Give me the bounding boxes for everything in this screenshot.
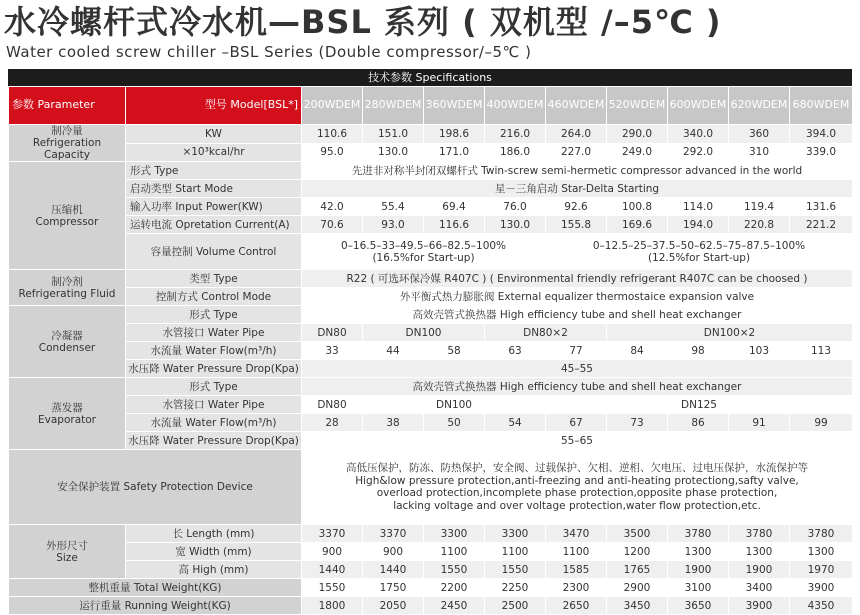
evaporator-flow-cell: 28 xyxy=(302,414,363,432)
condenser-type-label: 形式 Type xyxy=(126,306,302,324)
condenser-drop-label: 水压降 Water Pressure Drop(Kpa) xyxy=(126,360,302,378)
page-title: 水冷螺杆式冷水机—BSL 系列 ( 双机型 /–5℃ ) xyxy=(4,3,722,41)
condenser-flow-cell: 33 xyxy=(302,342,363,360)
total-weight-cell: 3900 xyxy=(790,579,853,597)
total-weight-cell: 3400 xyxy=(729,579,790,597)
header-model-name: 200WDEM xyxy=(302,87,363,125)
total-weight-cell: 2200 xyxy=(424,579,485,597)
evaporator-drop-value: 55–65 xyxy=(302,432,853,450)
total-weight-cell: 2900 xyxy=(607,579,668,597)
evaporator-flow-cell: 54 xyxy=(485,414,546,432)
size-label: 外形尺寸 Size xyxy=(9,525,126,579)
high-cell: 1440 xyxy=(302,561,363,579)
capacity-kcal-cell: 310 xyxy=(729,143,790,162)
input-power-cell: 55.4 xyxy=(363,198,424,216)
input-power-cell: 114.0 xyxy=(668,198,729,216)
evaporator-flow-cell: 99 xyxy=(790,414,853,432)
width-cell: 1100 xyxy=(485,543,546,561)
width-label: 宽 Width (mm) xyxy=(126,543,302,561)
operation-current-cell: 169.6 xyxy=(607,216,668,234)
total-weight-cell: 1750 xyxy=(363,579,424,597)
total-weight-cell: 1550 xyxy=(302,579,363,597)
capacity-kcal-cell: 227.0 xyxy=(546,143,607,162)
capacity-kw-cell: 340.0 xyxy=(668,125,729,144)
page-subtitle: Water cooled screw chiller –BSL Series (Double compressor/–5℃ ) xyxy=(6,43,532,61)
control-mode-label: 控制方式 Control Mode xyxy=(126,288,302,306)
operation-current-cell: 116.6 xyxy=(424,216,485,234)
condenser-pipe-value: DN80 xyxy=(302,324,363,342)
header-model-name: 620WDEM xyxy=(729,87,790,125)
operation-current-cell: 130.0 xyxy=(485,216,546,234)
high-cell: 1765 xyxy=(607,561,668,579)
header-model-name: 600WDEM xyxy=(668,87,729,125)
input-power-cell: 42.0 xyxy=(302,198,363,216)
high-cell: 1585 xyxy=(546,561,607,579)
condenser-flow-cell: 113 xyxy=(790,342,853,360)
refrigeration-capacity-label: 制冷量 Refrigeration Capacity xyxy=(9,125,126,162)
header-model-name: 360WDEM xyxy=(424,87,485,125)
refrigerant-type-value: R22 ( 可选环保冷媒 R407C ) ( Environmental friendly refrigerant R407C can be choosed ) xyxy=(302,270,853,288)
header-model-name: 520WDEM xyxy=(607,87,668,125)
length-label: 长 Length (mm) xyxy=(126,525,302,543)
condenser-flow-cell: 63 xyxy=(485,342,546,360)
condenser-drop-value: 45–55 xyxy=(302,360,853,378)
width-cell: 1300 xyxy=(790,543,853,561)
compressor-type-value: 先进非对称半封闭双螺杆式 Twin-screw semi-hermetic compressor advanced in the world xyxy=(302,162,853,180)
operation-current-cell: 221.2 xyxy=(790,216,853,234)
width-cell: 1300 xyxy=(668,543,729,561)
running-weight-cell: 3650 xyxy=(668,597,729,615)
evaporator-flow-cell: 50 xyxy=(424,414,485,432)
condenser-pipe-label: 水管接口 Water Pipe xyxy=(126,324,302,342)
condenser-type-value: 高效壳管式换热器 High efficiency tube and shell heat exchanger xyxy=(302,306,853,324)
evaporator-flow-cell: 91 xyxy=(729,414,790,432)
condenser-flow-cell: 98 xyxy=(668,342,729,360)
input-power-cell: 100.8 xyxy=(607,198,668,216)
running-weight-cell: 1800 xyxy=(302,597,363,615)
evaporator-pipe-value: DN100 xyxy=(363,396,546,414)
width-cell: 1300 xyxy=(729,543,790,561)
width-cell: 1100 xyxy=(424,543,485,561)
operation-current-cell: 70.6 xyxy=(302,216,363,234)
capacity-kw-cell: 110.6 xyxy=(302,125,363,144)
running-weight-cell: 4350 xyxy=(790,597,853,615)
condenser-flow-cell: 44 xyxy=(363,342,424,360)
header-model-name: 280WDEM xyxy=(363,87,424,125)
evaporator-pipe-value: DN125 xyxy=(546,396,853,414)
width-cell: 1200 xyxy=(607,543,668,561)
running-weight-cell: 2500 xyxy=(485,597,546,615)
capacity-kcal-cell: 249.0 xyxy=(607,143,668,162)
condenser-flow-cell: 58 xyxy=(424,342,485,360)
capacity-kcal-cell: 95.0 xyxy=(302,143,363,162)
condenser-pipe-value: DN100 xyxy=(363,324,485,342)
current-label: 运转电流 Opretation Current(A) xyxy=(126,216,302,234)
high-cell: 1900 xyxy=(668,561,729,579)
safety-device-value: 高低压保护，防冻、防热保护，安全阀、过载保护、欠相、逆相、欠电压、过电压保护，水流保护等 High&low pressure protection,anti-freezing and anti-heating protectiong,safty valve, overload protection,incomplete phase protection,opposite phase protection, lacking voltage and over voltage protection,water flow protection,etc. xyxy=(302,450,853,525)
evaporator-flow-cell: 86 xyxy=(668,414,729,432)
running-weight-label: 运行重量 Running Weight(KG) xyxy=(9,597,302,615)
capacity-kw-cell: 394.0 xyxy=(790,125,853,144)
kcal-label: ×10³kcal/hr xyxy=(126,143,302,162)
compressor-type-label: 形式 Type xyxy=(126,162,302,180)
refrigerant-type-label: 类型 Type xyxy=(126,270,302,288)
input-power-cell: 119.4 xyxy=(729,198,790,216)
total-weight-cell: 3100 xyxy=(668,579,729,597)
input-power-cell: 76.0 xyxy=(485,198,546,216)
length-cell: 3300 xyxy=(424,525,485,543)
length-cell: 3370 xyxy=(363,525,424,543)
input-power-cell: 131.6 xyxy=(790,198,853,216)
start-mode-value: 星－三角启动 Star-Delta Starting xyxy=(302,180,853,198)
evaporator-flow-label: 水流量 Water Flow(m³/h) xyxy=(126,414,302,432)
header-model-name: 460WDEM xyxy=(546,87,607,125)
running-weight-cell: 3450 xyxy=(607,597,668,615)
high-cell: 1900 xyxy=(729,561,790,579)
running-weight-cell: 2650 xyxy=(546,597,607,615)
length-cell: 3780 xyxy=(729,525,790,543)
volume-control-b: 0–12.5–25–37.5–50–62.5–75–87.5–100% (12.5%for Start-up) xyxy=(546,234,853,270)
condenser-pipe-value: DN80×2 xyxy=(485,324,607,342)
refrigerating-fluid-label: 制冷剂 Refrigerating Fluid xyxy=(9,270,126,306)
evaporator-flow-cell: 73 xyxy=(607,414,668,432)
capacity-kcal-cell: 130.0 xyxy=(363,143,424,162)
total-weight-cell: 2300 xyxy=(546,579,607,597)
header-model-name: 680WDEM xyxy=(790,87,853,125)
capacity-kw-cell: 198.6 xyxy=(424,125,485,144)
high-cell: 1550 xyxy=(485,561,546,579)
capacity-kw-cell: 216.0 xyxy=(485,125,546,144)
header-model: 型号 Model[BSL*] xyxy=(126,87,302,125)
condenser-flow-label: 水流量 Water Flow(m³/h) xyxy=(126,342,302,360)
length-cell: 3370 xyxy=(302,525,363,543)
spec-table xyxy=(8,86,853,615)
condenser-pipe-value: DN100×2 xyxy=(607,324,853,342)
width-cell: 900 xyxy=(302,543,363,561)
high-label: 高 High (mm) xyxy=(126,561,302,579)
length-cell: 3500 xyxy=(607,525,668,543)
high-cell: 1970 xyxy=(790,561,853,579)
evaporator-type-value: 高效壳管式换热器 High efficiency tube and shell heat exchanger xyxy=(302,378,853,396)
evaporator-pipe-label: 水管接口 Water Pipe xyxy=(126,396,302,414)
capacity-kw-cell: 151.0 xyxy=(363,125,424,144)
capacity-kw-cell: 360 xyxy=(729,125,790,144)
evaporator-drop-label: 水压降 Water Pressure Drop(Kpa) xyxy=(126,432,302,450)
evaporator-flow-cell: 38 xyxy=(363,414,424,432)
header-parameter: 参数 Parameter xyxy=(9,87,126,125)
input-power-cell: 92.6 xyxy=(546,198,607,216)
volume-control-a: 0–16.5–33–49.5–66–82.5–100% (16.5%for Start-up) xyxy=(302,234,546,270)
operation-current-cell: 155.8 xyxy=(546,216,607,234)
evaporator-label: 蒸发器 Evaporator xyxy=(9,378,126,450)
capacity-kcal-cell: 171.0 xyxy=(424,143,485,162)
specifications-bar: 技术参数 Specifications xyxy=(8,69,852,86)
kw-label: KW xyxy=(126,125,302,144)
input-power-label: 输入功率 Input Power(KW) xyxy=(126,198,302,216)
condenser-flow-cell: 77 xyxy=(546,342,607,360)
operation-current-cell: 194.0 xyxy=(668,216,729,234)
evaporator-flow-cell: 67 xyxy=(546,414,607,432)
running-weight-cell: 3900 xyxy=(729,597,790,615)
length-cell: 3470 xyxy=(546,525,607,543)
capacity-kcal-cell: 339.0 xyxy=(790,143,853,162)
safety-device-label: 安全保护装置 Safety Protection Device xyxy=(9,450,302,525)
total-weight-label: 整机重量 Total Weight(KG) xyxy=(9,579,302,597)
condenser-flow-cell: 103 xyxy=(729,342,790,360)
compressor-label: 压缩机 Compressor xyxy=(9,162,126,270)
input-power-cell: 69.4 xyxy=(424,198,485,216)
capacity-kw-cell: 264.0 xyxy=(546,125,607,144)
condenser-flow-cell: 84 xyxy=(607,342,668,360)
capacity-kcal-cell: 292.0 xyxy=(668,143,729,162)
volume-control-label: 容量控制 Volume Control xyxy=(126,234,302,270)
length-cell: 3780 xyxy=(668,525,729,543)
width-cell: 1100 xyxy=(546,543,607,561)
high-cell: 1440 xyxy=(363,561,424,579)
running-weight-cell: 2450 xyxy=(424,597,485,615)
capacity-kcal-cell: 186.0 xyxy=(485,143,546,162)
evaporator-pipe-value: DN80 xyxy=(302,396,363,414)
length-cell: 3780 xyxy=(790,525,853,543)
condenser-label: 冷凝器 Condenser xyxy=(9,306,126,378)
start-mode-label: 启动类型 Start Mode xyxy=(126,180,302,198)
evaporator-type-label: 形式 Type xyxy=(126,378,302,396)
total-weight-cell: 2250 xyxy=(485,579,546,597)
operation-current-cell: 93.0 xyxy=(363,216,424,234)
length-cell: 3300 xyxy=(485,525,546,543)
high-cell: 1550 xyxy=(424,561,485,579)
width-cell: 900 xyxy=(363,543,424,561)
control-mode-value: 外平衡式热力膨胀阀 External equalizer thermostaice expansion valve xyxy=(302,288,853,306)
operation-current-cell: 220.8 xyxy=(729,216,790,234)
header-model-name: 400WDEM xyxy=(485,87,546,125)
capacity-kw-cell: 290.0 xyxy=(607,125,668,144)
running-weight-cell: 2050 xyxy=(363,597,424,615)
